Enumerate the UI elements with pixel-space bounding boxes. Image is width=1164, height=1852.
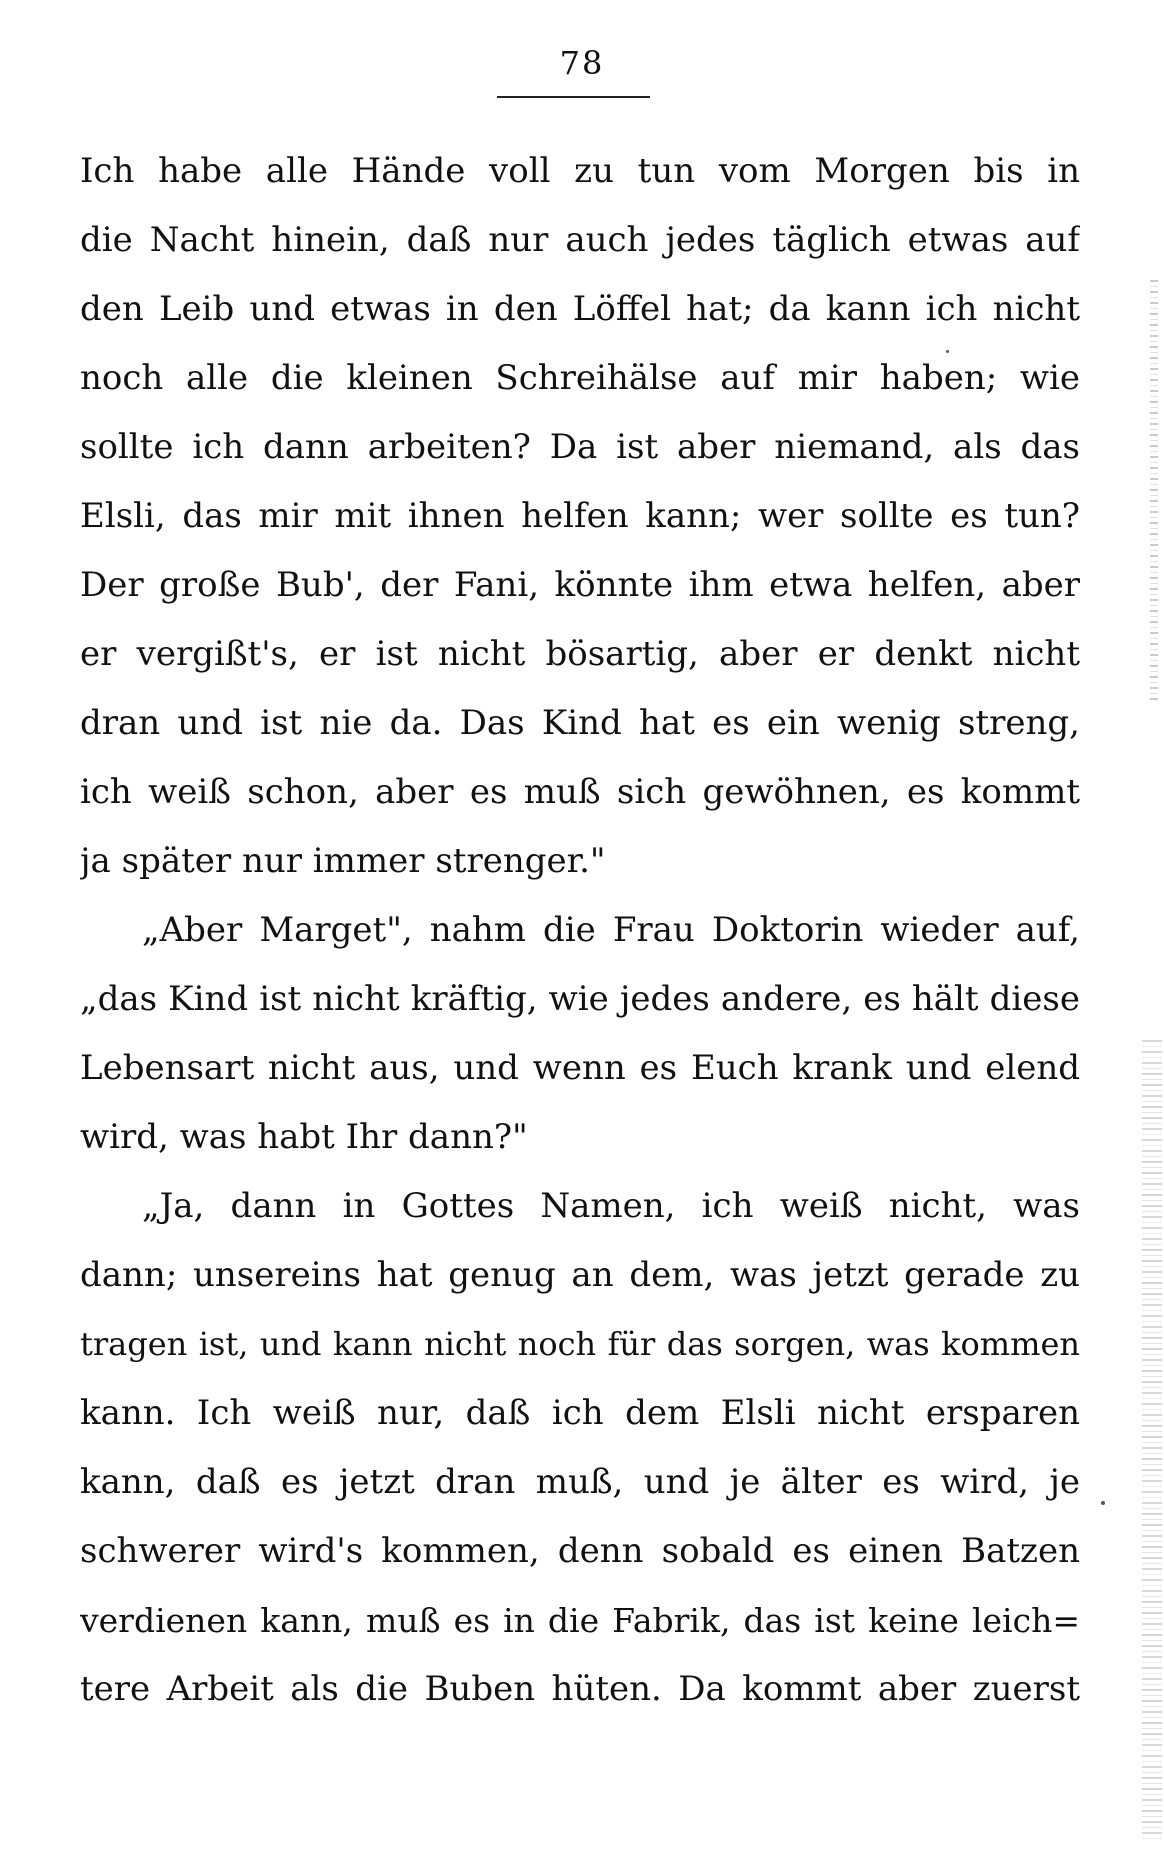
text-line: dran und ist nie da. Das Kind hat es ein wenig streng, <box>80 703 1080 743</box>
header-rule <box>497 96 650 98</box>
text-line: die Nacht hinein, daß nur auch jedes täglich etwas auf <box>80 220 1080 260</box>
text-line: ja später nur immer strenger." <box>80 841 606 881</box>
text-line: tere Arbeit als die Buben hüten. Da kommt aber zuerst <box>80 1669 1080 1709</box>
text-line: „das Kind ist nicht kräftig, wie jedes andere, es hält diese <box>80 979 1080 1019</box>
text-line: dann; unsereins hat genug an dem, was jetzt gerade zu <box>80 1255 1080 1295</box>
text-line: Elsli, das mir mit ihnen helfen kann; wer sollte es tun? <box>80 496 1080 536</box>
text-line: kann. Ich weiß nur, daß ich dem Elsli nicht ersparen <box>80 1393 1080 1433</box>
text-line: er vergißt's, er ist nicht bösartig, aber er denkt nicht <box>80 634 1080 674</box>
body-text <box>80 137 1080 1724</box>
scan-edge-artifact <box>1150 280 1158 700</box>
text-line: noch alle die kleinen Schreihälse auf mir haben; wie <box>80 358 1080 398</box>
text-line: „Aber Marget", nahm die Frau Doktorin wieder auf, <box>142 910 1080 950</box>
text-line: Ich habe alle Hände voll zu tun vom Morgen bis in <box>80 151 1080 191</box>
text-line: „Ja, dann in Gottes Namen, ich weiß nicht, was <box>142 1186 1080 1226</box>
text-line: tragen ist, und kann nicht noch für das sorgen, was kommen <box>80 1325 1080 1363</box>
text-line: den Leib und etwas in den Löffel hat; da kann ich nicht <box>80 289 1080 329</box>
scan-speck <box>1101 1501 1105 1505</box>
text-line: wird, was habt Ihr dann?" <box>80 1117 528 1157</box>
page-number: 78 <box>559 44 605 82</box>
text-line: ich weiß schon, aber es muß sich gewöhnen, es kommt <box>80 772 1080 812</box>
text-line: Lebensart nicht aus, und wenn es Euch krank und elend <box>80 1048 1080 1088</box>
text-line: kann, daß es jetzt dran muß, und je älter es wird, je <box>80 1462 1080 1502</box>
text-line: sollte ich dann arbeiten? Da ist aber niemand, als das <box>80 427 1080 467</box>
text-line: Der große Bub', der Fani, könnte ihm etwa helfen, aber <box>80 565 1080 605</box>
scan-speck <box>946 350 949 353</box>
text-line: schwerer wird's kommen, denn sobald es einen Batzen <box>80 1531 1080 1571</box>
text-line: verdienen kann, muß es in die Fabrik, das ist keine leich= <box>80 1601 1080 1640</box>
scan-edge-artifact <box>1142 1040 1162 1840</box>
